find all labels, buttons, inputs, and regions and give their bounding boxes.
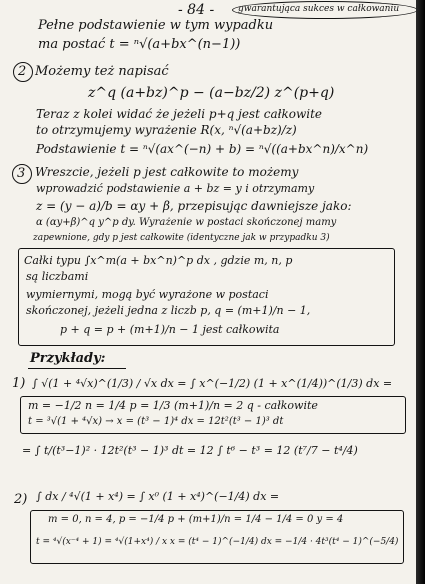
summary-line1: Całki typu ∫x^m(a + bx^n)^p dx , gdzie m, n, p <box>24 254 293 267</box>
header-note: gwarantująca sukces w całkowaniu <box>238 4 400 14</box>
ex1-line2: m = −1/2 n = 1/4 p = 1/3 (m+1)/n = 2 q - całkowite <box>28 399 318 412</box>
section3-text2: wprowadzić podstawienie a + bz = y i otrzymamy <box>36 182 315 195</box>
section2-text2: to otrzymujemy wyrażenie R(x, ⁿ√(a+bz)/z) <box>36 123 297 137</box>
ex1-line3: t = ³√(1 + ⁴√x) → x = (t³ − 1)⁴ dx = 12t²(t³ − 1)³ dt <box>28 416 284 427</box>
summary-line5: p + q = p + (m+1)/n − 1 jest całkowita <box>60 323 280 336</box>
section2-heading: Możemy też napisać <box>35 64 169 79</box>
section2-formula: z^q (a+bz)^p − (a−bz/2) z^(p+q) <box>88 85 335 101</box>
section3-text5: zapewnione, gdy p jest całkowite (identyczne jak w przypadku 3) <box>33 233 330 243</box>
ex1-line4: = ∫ t/(t³−1)² · 12t²(t³ − 1)³ dt = 12 ∫ t⁶ − t³ = 12 (t⁷/7 − t⁴/4) <box>22 444 358 457</box>
page-number: - 84 - <box>178 2 215 18</box>
ex2-line1: ∫ dx / ⁴√(1 + x⁴) = ∫ x⁰ (1 + x⁴)^(−1/4) dx = <box>36 490 280 503</box>
ex2-line3: t = ⁴√(x⁻⁴ + 1) = ⁴√(1+x⁴) / x x = (t⁴ − 1)^(−1/4) dx = −1/4 · 4t³(t⁴ − 1)^(−5/4) <box>36 537 399 547</box>
section2-text3: Podstawienie t = ⁿ√(ax^(−n) + b) = ⁿ√((a+bx^n)/x^n) <box>36 142 369 156</box>
header-note-oval <box>232 1 416 19</box>
examples-heading-underline <box>28 368 126 369</box>
ex2-line2: m = 0, n = 4, p = −1/4 p + (m+1)/n = 1/4 − 1/4 = 0 y = 4 <box>48 514 344 525</box>
summary-line2: są liczbami <box>26 270 89 283</box>
examples-heading: Przykłady: <box>30 351 106 366</box>
ex1-line1: ∫ √(1 + ⁴√x)^(1/3) / √x dx = ∫ x^(−1/2) (1 + x^(1/4))^(1/3) dx = <box>32 377 393 390</box>
section1-line1: Pełne podstawienie w tym wypadku <box>38 18 274 33</box>
section2-number: 2 <box>18 64 27 79</box>
section3-text1: Wreszcie, jeżeli p jest całkowite to możemy <box>35 165 299 179</box>
ex2-number: 2) <box>14 492 28 507</box>
section2-text1: Teraz z kolei widać że jeżeli p+q jest całkowite <box>36 107 323 121</box>
summary-line3: wymiernymi, mogą być wyrażone w postaci <box>26 288 269 301</box>
scan-edge <box>416 0 425 584</box>
section3-text3: z = (y − a)/b = αy + β, przepisując dawniejsze jako: <box>36 199 352 213</box>
section1-line2: ma postać t = ⁿ√(a+bx^(n−1)) <box>38 37 241 52</box>
section3-text4: α (αy+β)^q y^p dy. Wyrażenie w postaci skończonej mamy <box>36 217 337 228</box>
ex1-number: 1) <box>12 376 26 391</box>
section3-number: 3 <box>17 166 26 181</box>
summary-line4: skończonej, jeżeli jedna z liczb p, q = (m+1)/n − 1, <box>26 304 311 317</box>
